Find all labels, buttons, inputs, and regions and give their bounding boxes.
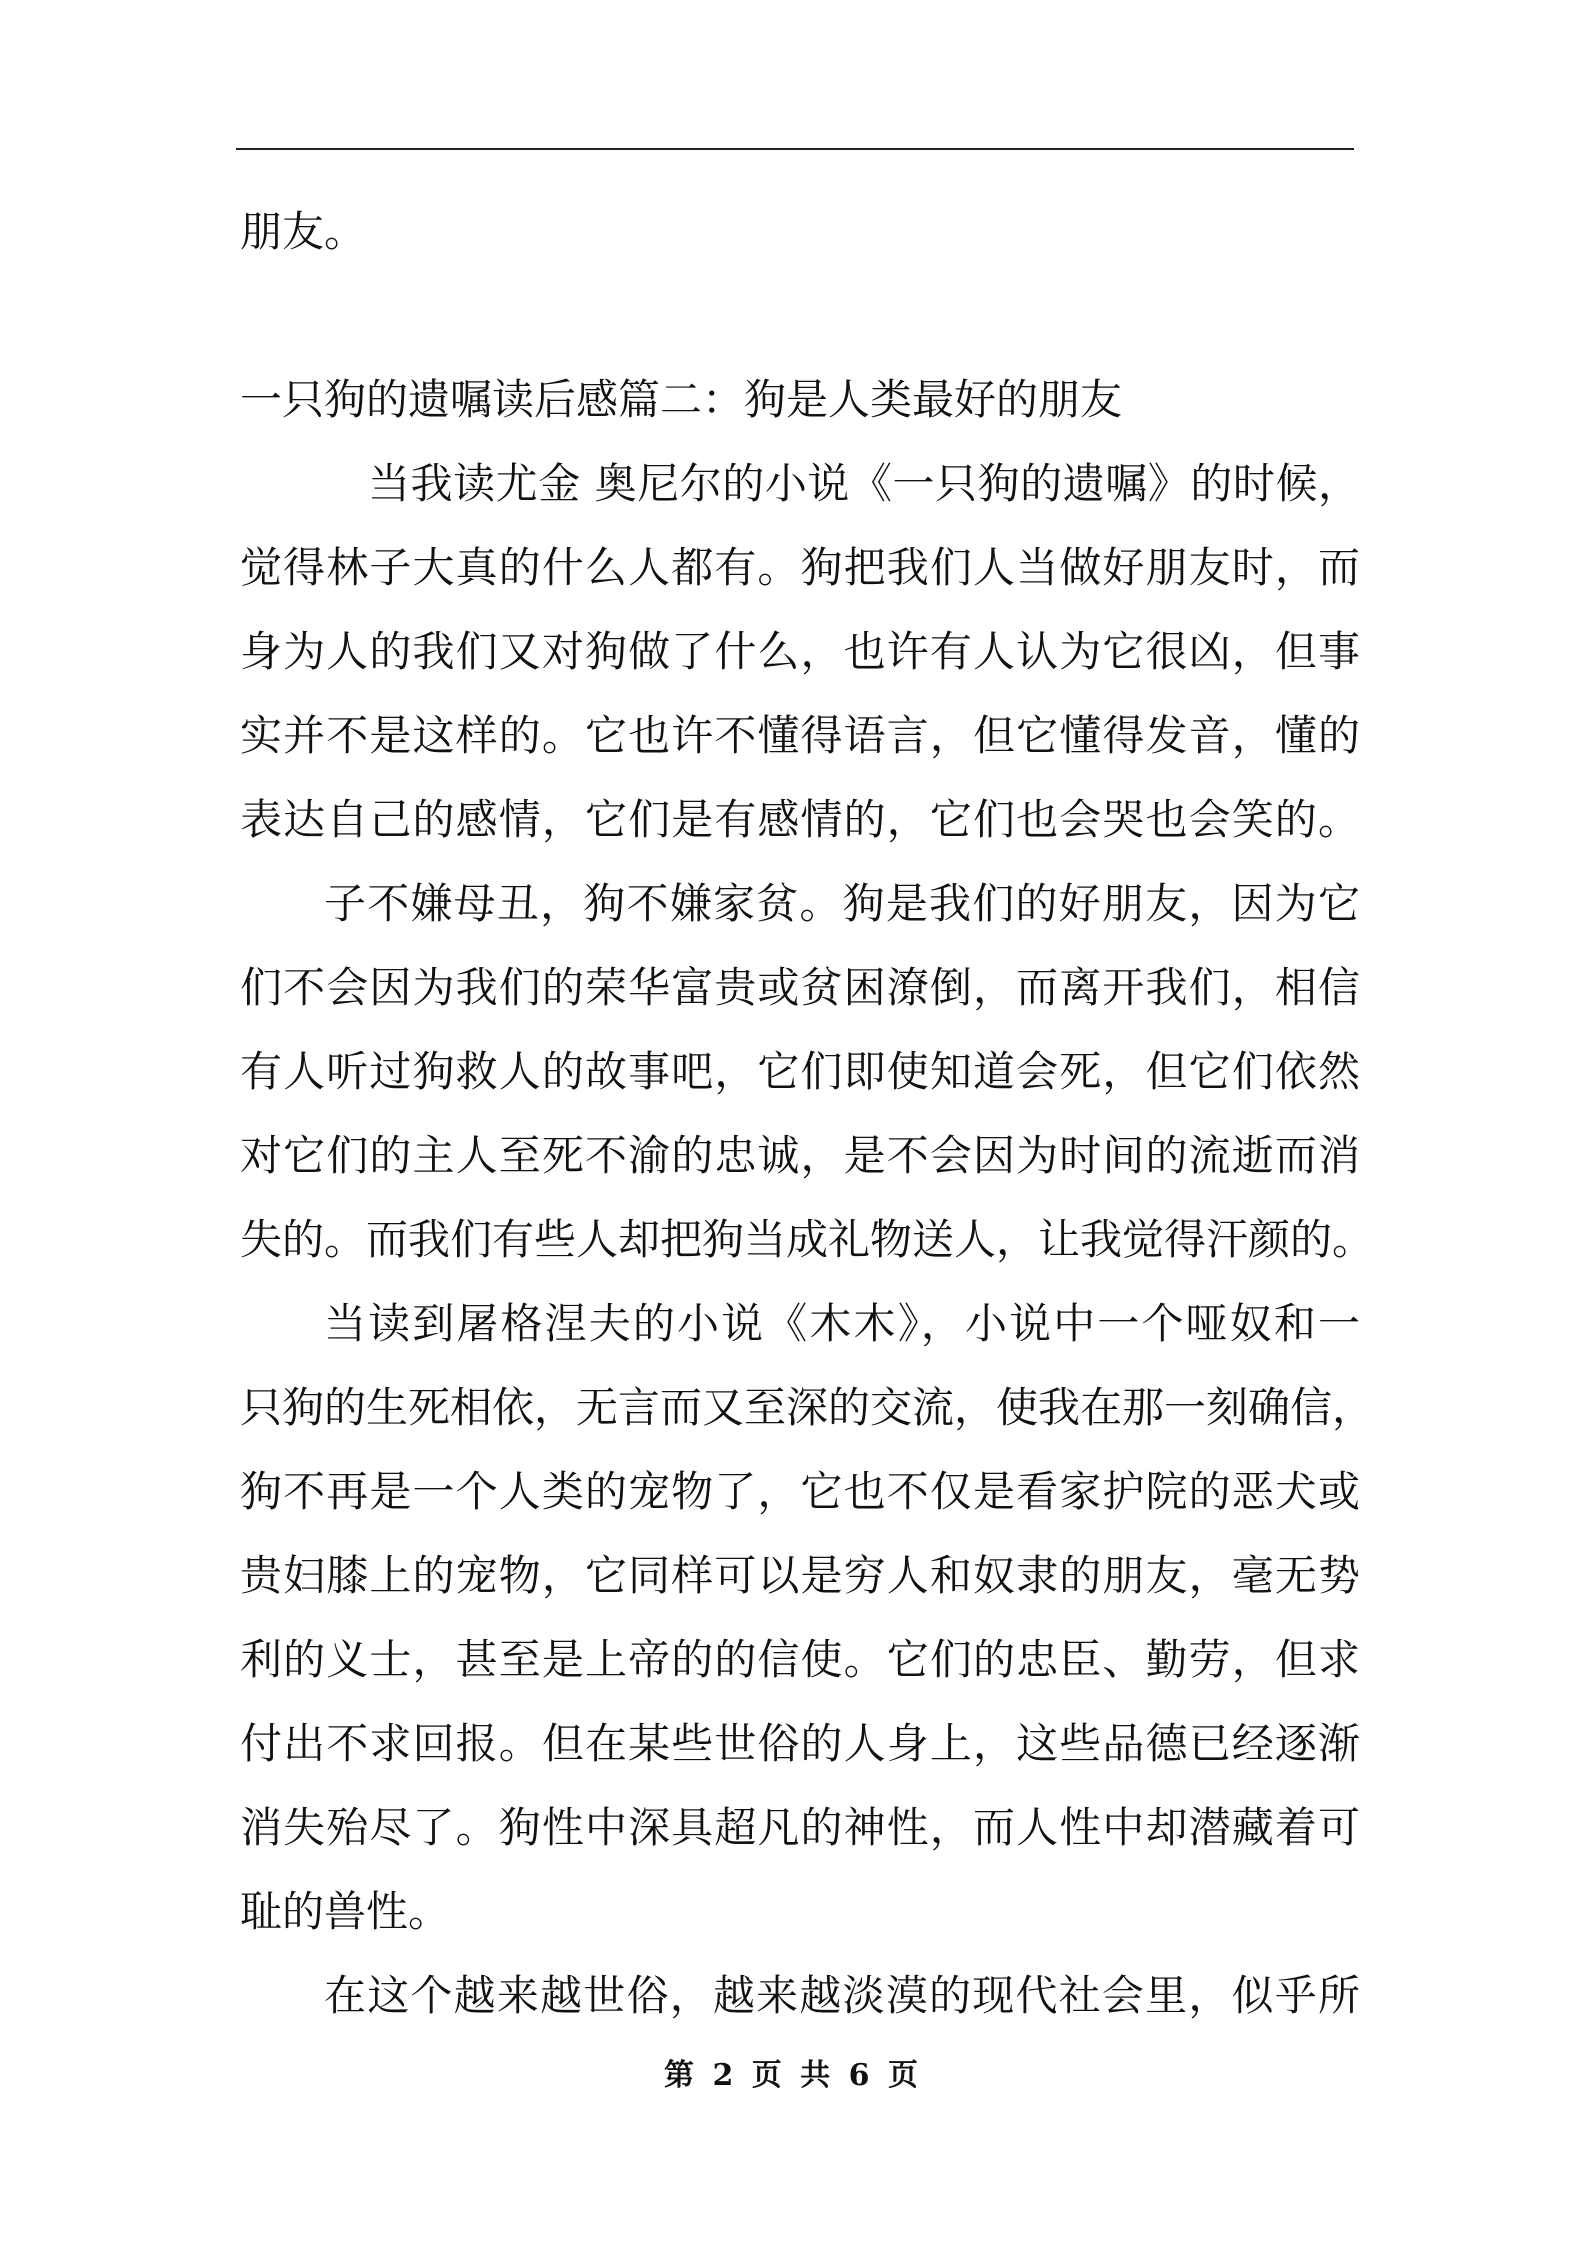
paragraph-1	[240, 442, 1360, 862]
document-body	[240, 190, 1375, 2038]
section-heading: 一只狗的遗嘱读后感篇二：狗是人类最好的朋友	[240, 375, 1123, 424]
paragraph-line: 贵妇膝上的宠物，它同样可以是穷人和奴隶的朋友，毫无势	[240, 1551, 1360, 1600]
paragraph-line: 当读到屠格涅夫的小说《木木》，小说中一个哑奴和一	[324, 1299, 1360, 1348]
paragraph-4	[240, 1954, 1360, 2038]
paragraph-line: 在这个越来越世俗，越来越淡漠的现代社会里，似乎所	[324, 1971, 1360, 2020]
paragraph-line: 只狗的生死相依，无言而又至深的交流，使我在那一刻确信，	[240, 1383, 1375, 1432]
paragraph-line: 身为人的我们又对狗做了什么，也许有人认为它很凶，但事	[240, 627, 1360, 676]
paragraph-line: 利的义士，甚至是上帝的的信使。它们的忠臣、勤劳，但求	[240, 1635, 1360, 1684]
paragraph-line: 有人听过狗救人的故事吧，它们即使知道会死，但它们依然	[240, 1047, 1360, 1096]
paragraph-line: 觉得林子大真的什么人都有。狗把我们人当做好朋友时，而	[240, 543, 1360, 592]
paragraph-line: 耻的兽性。	[240, 1887, 451, 1936]
paragraph-line: 付出不求回报。但在某些世俗的人身上，这些品德已经逐渐	[240, 1719, 1360, 1768]
paragraph-3	[240, 1282, 1375, 1954]
paragraph-2	[240, 862, 1375, 1282]
paragraph-line: 消失殆尽了。狗性中深具超凡的神性，而人性中却潜藏着可	[240, 1803, 1360, 1852]
paragraph-line: 对它们的主人至死不渝的忠诚，是不会因为时间的流逝而消	[240, 1131, 1360, 1180]
page-footer: 第 2 页 共 6 页	[664, 2058, 922, 2093]
continuation-line: 朋友。	[240, 207, 367, 256]
paragraph-line: 失的。而我们有些人却把狗当成礼物送人，让我觉得汗颜的。	[240, 1215, 1375, 1264]
paragraph-line: 实并不是这样的。它也许不懂得语言，但它懂得发音，懂的	[240, 711, 1360, 760]
paragraph-line: 们不会因为我们的荣华富贵或贫困潦倒，而离开我们，相信	[240, 963, 1360, 1012]
paragraph-line: 当我读尤金 奥尼尔的小说《一只狗的遗嘱》的时候，	[368, 459, 1360, 508]
paragraph-line: 子不嫌母丑，狗不嫌家贫。狗是我们的好朋友，因为它	[324, 879, 1360, 928]
header-rule	[236, 148, 1354, 150]
paragraph-line: 表达自己的感情，它们是有感情的，它们也会哭也会笑的。	[240, 795, 1360, 844]
paragraph-line: 狗不再是一个人类的宠物了，它也不仅是看家护院的恶犬或	[240, 1467, 1360, 1516]
